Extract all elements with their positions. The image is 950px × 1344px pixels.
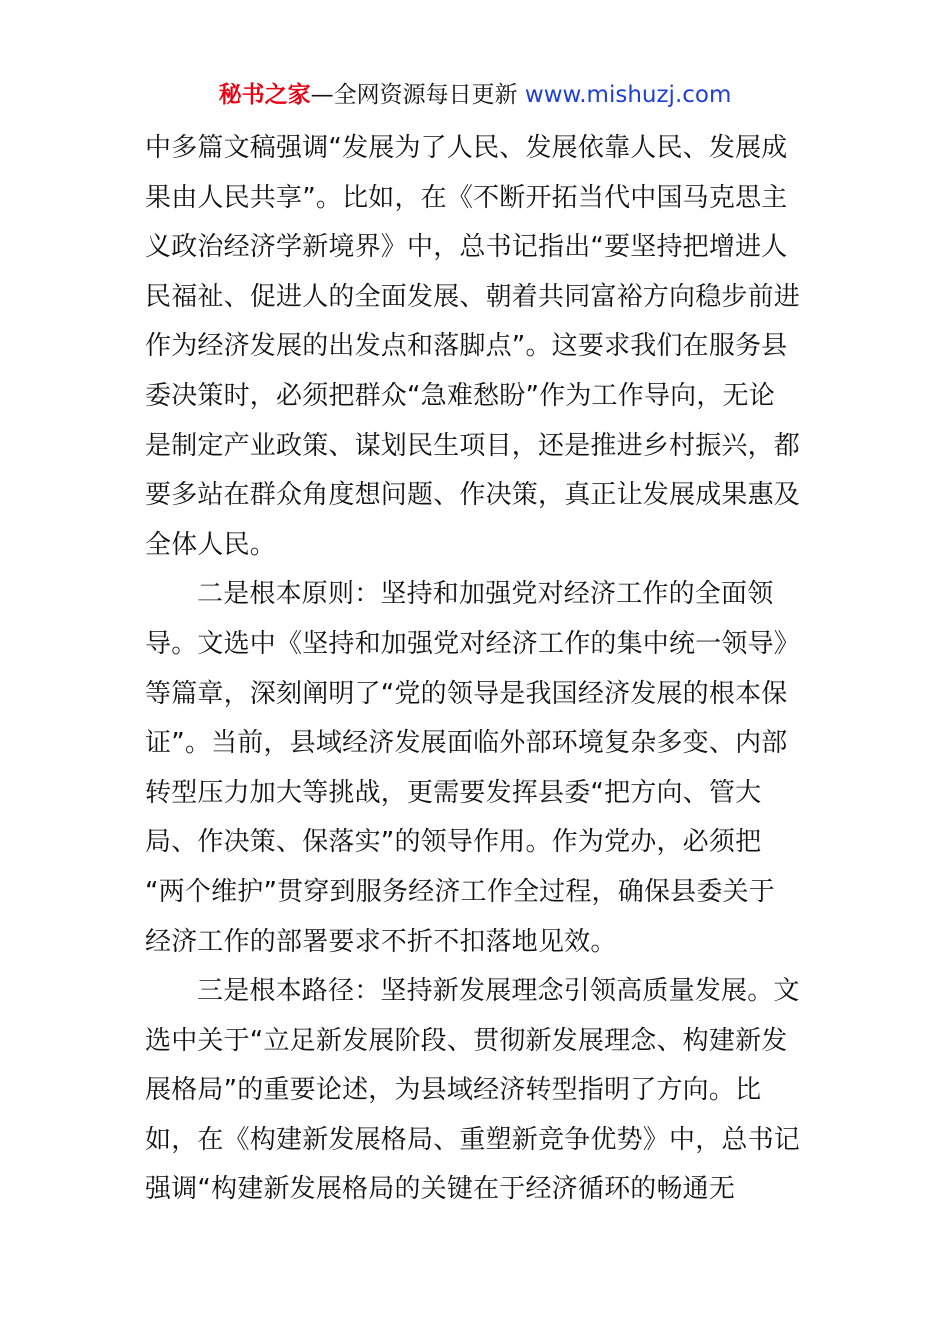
- text-line: 局、作决策、保落实”的领导作用。作为党办，必须把: [145, 827, 762, 858]
- text-line: 证”。当前，县域经济发展面临外部环境复杂多变、内部: [145, 728, 788, 759]
- document-body: [145, 124, 810, 1215]
- text-line: “两个维护”贯穿到服务经济工作全过程，确保县委关于: [145, 876, 775, 907]
- header-tagline: —全网资源每日更新: [310, 82, 518, 108]
- text-line: 义政治经济学新境界》中，总书记指出“要坚持把增进人: [145, 232, 788, 263]
- text-line: 作为经济发展的出发点和落脚点”。这要求我们在服务县: [145, 331, 788, 362]
- text-line: 经济工作的部署要求不折不扣落地见效。: [145, 926, 617, 957]
- text-line: 转型压力加大等挑战，更需要发挥县委“把方向、管大: [145, 777, 762, 808]
- text-line: 强调“构建新发展格局的关键在于经济循环的畅通无: [145, 1174, 736, 1205]
- text-line: 要多站在群众角度想问题、作决策，真正让发展成果惠及: [145, 480, 801, 511]
- text-line: 是制定产业政策、谋划民生项目，还是推进乡村振兴，都: [145, 430, 801, 461]
- text-line: 展格局”的重要论述，为县域经济转型指明了方向。比: [145, 1075, 762, 1106]
- text-line: 如，在《构建新发展格局、重塑新竞争优势》中，总书记: [145, 1124, 801, 1155]
- text-line: 全体人民。: [145, 529, 277, 560]
- text-line: 二是根本原则：坚持和加强党对经济工作的全面领: [197, 579, 774, 610]
- site-url-link[interactable]: www.mishuzj.com: [524, 82, 732, 108]
- text-line: 果由人民共享”。比如，在《不断开拓当代中国马克思主: [145, 182, 788, 213]
- text-line: 等篇章，深刻阐明了“党的领导是我国经济发展的根本保: [145, 678, 788, 709]
- text-line: 委决策时，必须把群众“急难愁盼”作为工作导向，无论: [145, 380, 775, 411]
- text-line: 三是根本路径：坚持新发展理念引领高质量发展。文: [197, 976, 800, 1007]
- brand-name: 秘书之家: [218, 82, 311, 108]
- text-line: 选中关于“立足新发展阶段、贯彻新发展理念、构建新发: [145, 1025, 788, 1056]
- text-line: 导。文选中《坚持和加强党对经济工作的集中统一领导》: [145, 628, 801, 659]
- watermark-header: [0, 78, 950, 112]
- text-line: 民福祉、促进人的全面发展、朝着共同富裕方向稳步前进: [145, 281, 801, 312]
- text-line: 中多篇文稿强调“发展为了人民、发展依靠人民、发展成: [145, 133, 788, 163]
